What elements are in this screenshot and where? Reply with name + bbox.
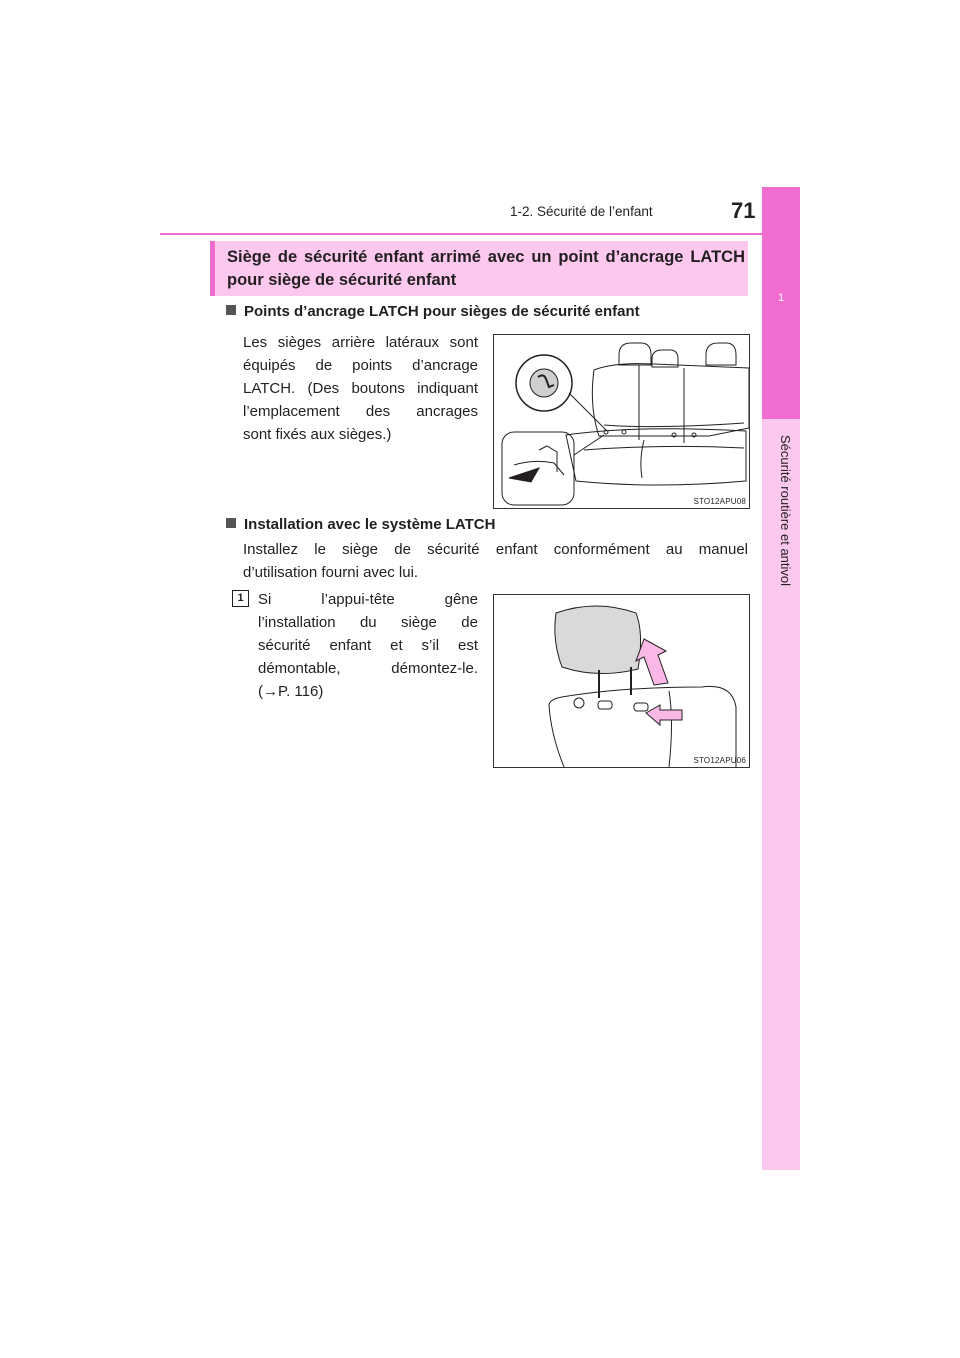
rear-seat-illustration [494, 335, 749, 508]
subsection-heading-text: Installation avec le système LATCH [244, 516, 496, 533]
section-title-line1: Siège de sécurité enfant arrimé avec un point d’ancrage LATCH [227, 248, 745, 266]
paragraph-line: sécurité enfant et s’il est [258, 637, 478, 654]
paragraph-line: Installez le siège de sécurité enfant conformément au manuel [243, 541, 748, 558]
chapter-number: 1 [777, 292, 785, 304]
subsection-heading-text: Points d’ancrage LATCH pour sièges de sécurité enfant [244, 303, 640, 320]
figure-code: STO12APU06 [693, 756, 746, 765]
square-bullet-icon [226, 305, 236, 315]
page-number: 71 [731, 198, 756, 223]
section-title-line2: pour siège de sécurité enfant [227, 271, 457, 289]
figure-code: STO12APU08 [693, 497, 746, 506]
headrest-illustration [494, 595, 749, 767]
paragraph-line: démontable, démontez-le. [258, 660, 478, 677]
step-number-badge: 1 [232, 590, 249, 607]
latch-points-paragraph [243, 331, 478, 446]
subsection-heading-installation [226, 516, 495, 533]
paragraph-line: Les sièges arrière latéraux sont [243, 334, 478, 351]
paragraph-line: l’installation du siège de [258, 614, 478, 631]
subsection-heading-latch-points [226, 303, 640, 320]
paragraph-line: l’emplacement des ancrages [243, 403, 478, 420]
chapter-title: Sécurité routière et antivol [778, 435, 793, 587]
paragraph-line: équipés de points d’ancrage [243, 357, 478, 374]
paragraph-line: Si l’appui-tête gêne [258, 591, 478, 608]
paragraph-line: d’utilisation fourni avec lui. [243, 564, 419, 581]
step-1-text [258, 588, 478, 703]
figure-headrest-removal [493, 594, 750, 768]
installation-intro [243, 538, 748, 584]
running-head: 1-2. Sécurité de l’enfant [510, 204, 653, 219]
paragraph-line: sont fixés aux sièges.) [243, 426, 392, 443]
section-title [227, 246, 745, 292]
page-reference: (→P. 116) [258, 683, 324, 700]
figure-rear-seat-latch [493, 334, 750, 509]
paragraph-line: LATCH. (Des boutons indiquant [243, 380, 478, 397]
square-bullet-icon [226, 518, 236, 528]
section-title-box [210, 241, 748, 296]
header-rule [160, 233, 800, 235]
